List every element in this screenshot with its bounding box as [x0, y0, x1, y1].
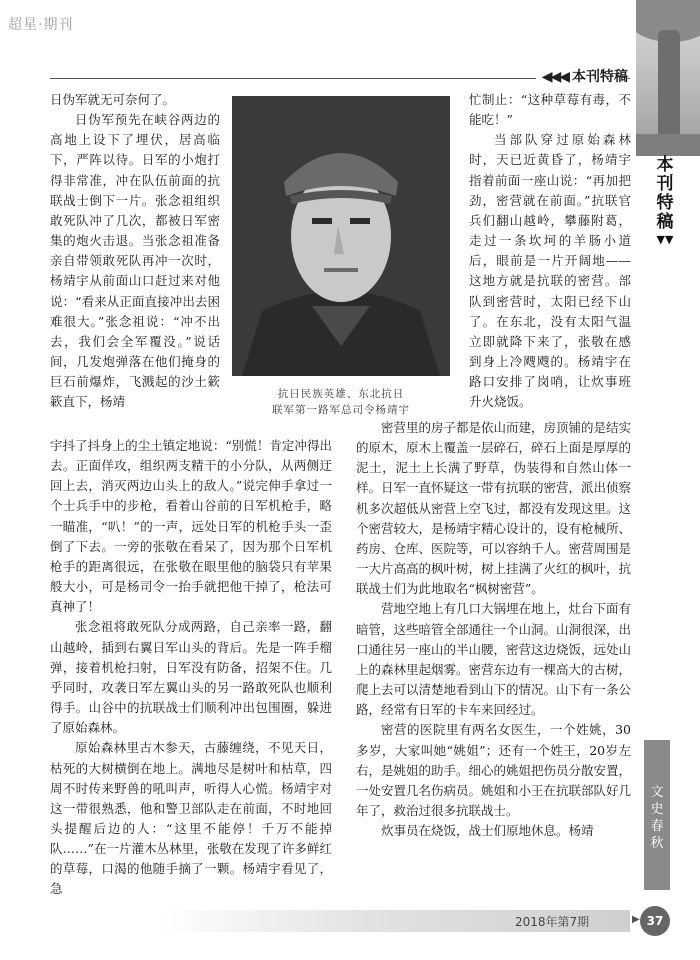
- section-arrows-icon: ◀◀◀: [541, 69, 568, 85]
- side-tab-char: 刊: [656, 174, 674, 194]
- side-tab-char: 特: [656, 193, 674, 213]
- issue-label: 2018年第7期: [515, 915, 590, 929]
- paragraph: 忙制止：“这种草莓有毒，不能吃！”: [469, 92, 631, 128]
- column-label-char: 春: [650, 819, 664, 834]
- column-label-char: 史: [650, 802, 664, 817]
- article-column-1: [50, 90, 220, 435]
- paragraph: 密营里的房子都是依山而建，房顶铺的是结实的原木，原木上覆盖一层碎石，碎石上面是厚厚的泥土，泥土上长满了野草，伪装得和自然山体一样。日军一直怀疑这一带有抗联的密营，派出侦察机多次超低从密营上空飞过，都没有发现这里。这个密营较大，是杨靖宇精心设计的，设有枪械所、药房、仓库、医院等，可以容纳千人。密营周围是一大片高高的枫叶树，树上挂满了火红的枫叶，抗联战士们为此地取名“枫树密营”。: [356, 420, 631, 597]
- side-tab-char: 稿: [656, 212, 674, 232]
- paragraph: 日伪军预先在峡谷两边的高地上设下了埋伏，居高临下，严阵以待。日军的小炮打得非常准，冲在队伍前面的抗联战士倒下一片。张念祖组织敢死队冲了几次，都被日军密集的炮火击退。当张念祖准备亲自带领敢死队再冲一次时，杨靖宇从前面山口赶过来对他说：“看来从正面直接冲出去困难很大。”张念祖说：“冲不出去，我们会全军覆没。”说话间，几发炮弹落在他们掩身的巨石前爆炸，飞溅起的沙土簌簌直下，杨靖: [50, 112, 220, 410]
- photo-caption: [232, 386, 450, 418]
- section-title: 本刊特稿: [572, 69, 628, 85]
- header-tree-photo: [636, 0, 700, 156]
- paragraph: 炊事员在烧饭，战士们原地休息。杨靖: [381, 823, 594, 839]
- photo-caption-line: 联军第一路军总司令杨靖宇: [272, 404, 410, 416]
- side-section-tab: [654, 156, 676, 245]
- article-column-4: [356, 418, 631, 898]
- tree-ground: [636, 134, 700, 156]
- section-header: [536, 66, 628, 86]
- article-column-2: [50, 436, 332, 898]
- side-tab-char: 本: [656, 155, 674, 175]
- photo-caption-line: 抗日民族英雄、东北抗日: [277, 388, 405, 400]
- portrait-illustration: [232, 96, 450, 376]
- paragraph: 日伪军就无可奈何了。: [50, 92, 176, 107]
- paragraph: 张念祖将敢死队分成两路，自己亲率一路，翻山越岭，插到右翼日军山头的背后。先是一阵手榴弹，接着机枪扫射，日军没有防备，招架不住。几乎同时，攻袭日军左翼山头的另一路敢死队也顺利得手。山谷中的抗联战士们顺利冲出包围圈，躲进了原始森林。: [50, 619, 332, 736]
- article-column-3: [469, 90, 631, 415]
- paragraph: 原始森林里古木参天，古藤缠绕，不见天日，枯死的大树横倒在地上。满地尽是树叶和枯草，四周不时传来野兽的吼叫声，听得人心慌。杨靖宇对这一带很熟悉，他和警卫部队走在前面，不时地回头提醒后边的人：“这里不能停！千万不能掉队……”在一片灌木丛林里，张敬在发现了许多鲜红的草莓，口渴的他随手摘了一颗。杨靖宇看见了，急: [50, 740, 332, 897]
- column-label-char: 秋: [650, 836, 664, 851]
- down-arrows-icon: ▼▼: [656, 233, 674, 246]
- paragraph: 营地空地上有几口大锅埋在地上，灶台下面有暗管，这些暗管全部通往一个山洞。山洞很深，出口通往另一座山的半山腰，密营这边烧饭，远处山上的森林里起烟雾。密营东边有一棵高大的古树，爬上去可以清楚地看到山下的情况。山下有一条公路，经常有日军的卡车来回经过。: [356, 601, 631, 718]
- paragraph: 宇抖了抖身上的尘土镇定地说：“别慌！肯定冲得出去。正面佯攻，组织两支精干的小分队，从两侧迂回上去，消灭两边山头上的敌人。”说完伸手拿过一个士兵手中的步枪，看着山谷前的日军机枪手，略一瞄准，“叭！”的一声，远处日军的机枪手头一歪倒了下去。一旁的张敬在看呆了，因为那个日军机枪手的距离很远，在张敬在眼里他的脑袋只有苹果般大小，可是杨司令一抬手就把他干掉了，枪法可真神了！: [50, 438, 332, 615]
- column-label-char: 文: [650, 785, 664, 800]
- page-number: 37: [640, 906, 670, 936]
- paragraph: 密营的医院里有两名女医生，一个姓姚，30多岁，大家叫她“姚姐”；还有一个姓王，20岁左右，是姚姐的助手。细心的姚姐把伤员分散安置，一处安置几名伤病员。姚姐和小王在抗联部队好几年了，救治过很多抗联战士。: [356, 722, 631, 818]
- portrait-photo: [232, 96, 450, 376]
- magazine-brand: 超星·期刊: [8, 17, 74, 33]
- paragraph: 当部队穿过原始森林时，天已近黄昏了，杨靖宇指着前面一座山说：“再加把劲，密营就在前面。”抗联官兵们翻山越岭，攀藤附葛，走过一条坎坷的羊肠小道后，眼前是一片开阔地——这地方就是抗联的密营。部队到密营时，太阳已经下山了。在东北，没有太阳气温立即就降下来了，张敬在感到身上冷飕飕的。杨靖宇在路口安排了岗哨，让炊事班升火烧饭。: [469, 132, 631, 410]
- page-marker-icon: ▶: [632, 914, 640, 925]
- column-label-bar: [644, 740, 670, 890]
